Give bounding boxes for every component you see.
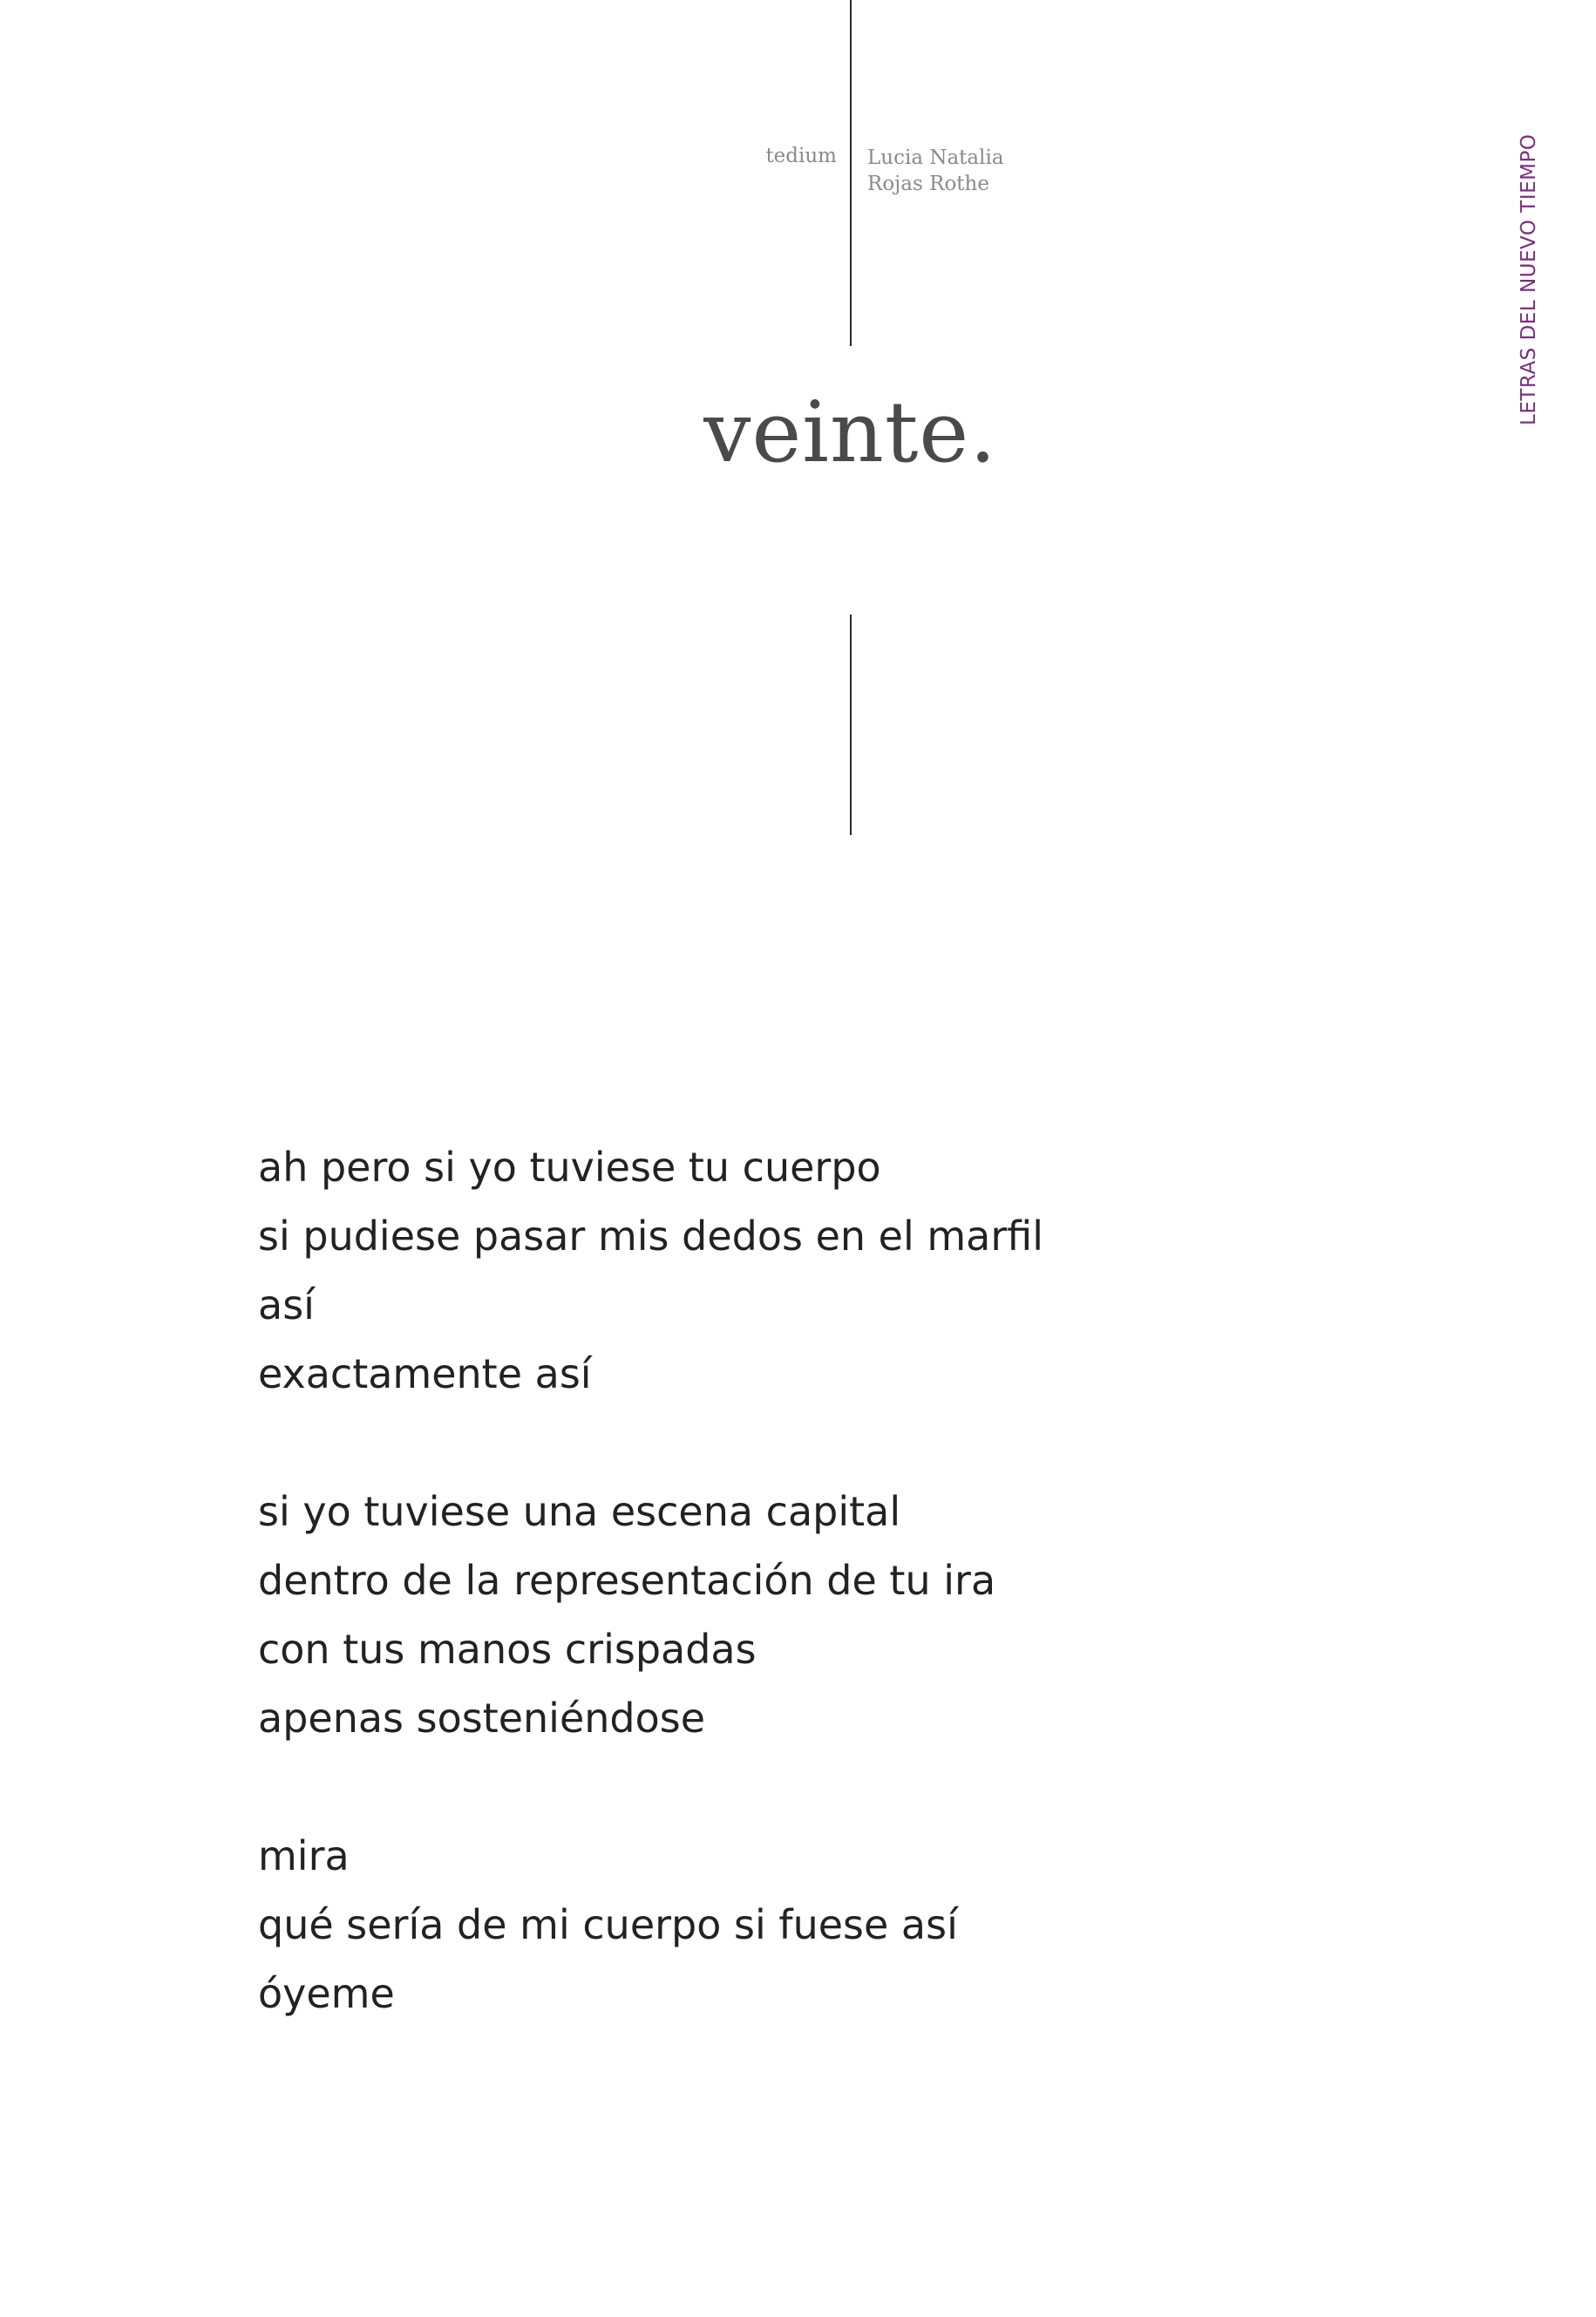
poem-line: así bbox=[258, 1281, 315, 1328]
author-name bbox=[867, 145, 1004, 197]
middle-divider-line bbox=[850, 615, 852, 835]
poem-line: óyeme bbox=[258, 1970, 395, 2017]
poem-body bbox=[258, 1133, 1043, 2028]
poem-line: ah pero si yo tuviese tu cuerpo bbox=[258, 1144, 881, 1191]
poem-line: si yo tuviese una escena capital bbox=[258, 1488, 901, 1535]
author-second-line: Rojas Rothe bbox=[867, 173, 989, 195]
poem-line: con tus manos crispadas bbox=[258, 1626, 757, 1673]
poem-line: dentro de la representación de tu ira bbox=[258, 1557, 996, 1604]
stanza-1 bbox=[258, 1133, 1043, 1409]
series-name: tedium bbox=[765, 145, 837, 167]
author-first-line: Lucia Natalia bbox=[867, 146, 1004, 169]
poem-line: mira bbox=[258, 1832, 350, 1879]
poem-line: apenas sosteniéndose bbox=[258, 1695, 706, 1742]
stanza-3 bbox=[258, 1822, 1043, 2028]
poem-line: exactamente así bbox=[258, 1350, 592, 1397]
imprint-label: LETRAS DEL NUEVO TIEMPO bbox=[1518, 133, 1540, 425]
poem-line: si pudiese pasar mis dedos en el marfil bbox=[258, 1213, 1044, 1260]
poem-line: qué sería de mi cuerpo si fuese así bbox=[258, 1901, 958, 1948]
stanza-2 bbox=[258, 1478, 1043, 1753]
poem-title: veinte. bbox=[703, 384, 997, 481]
top-divider-line bbox=[850, 0, 852, 346]
